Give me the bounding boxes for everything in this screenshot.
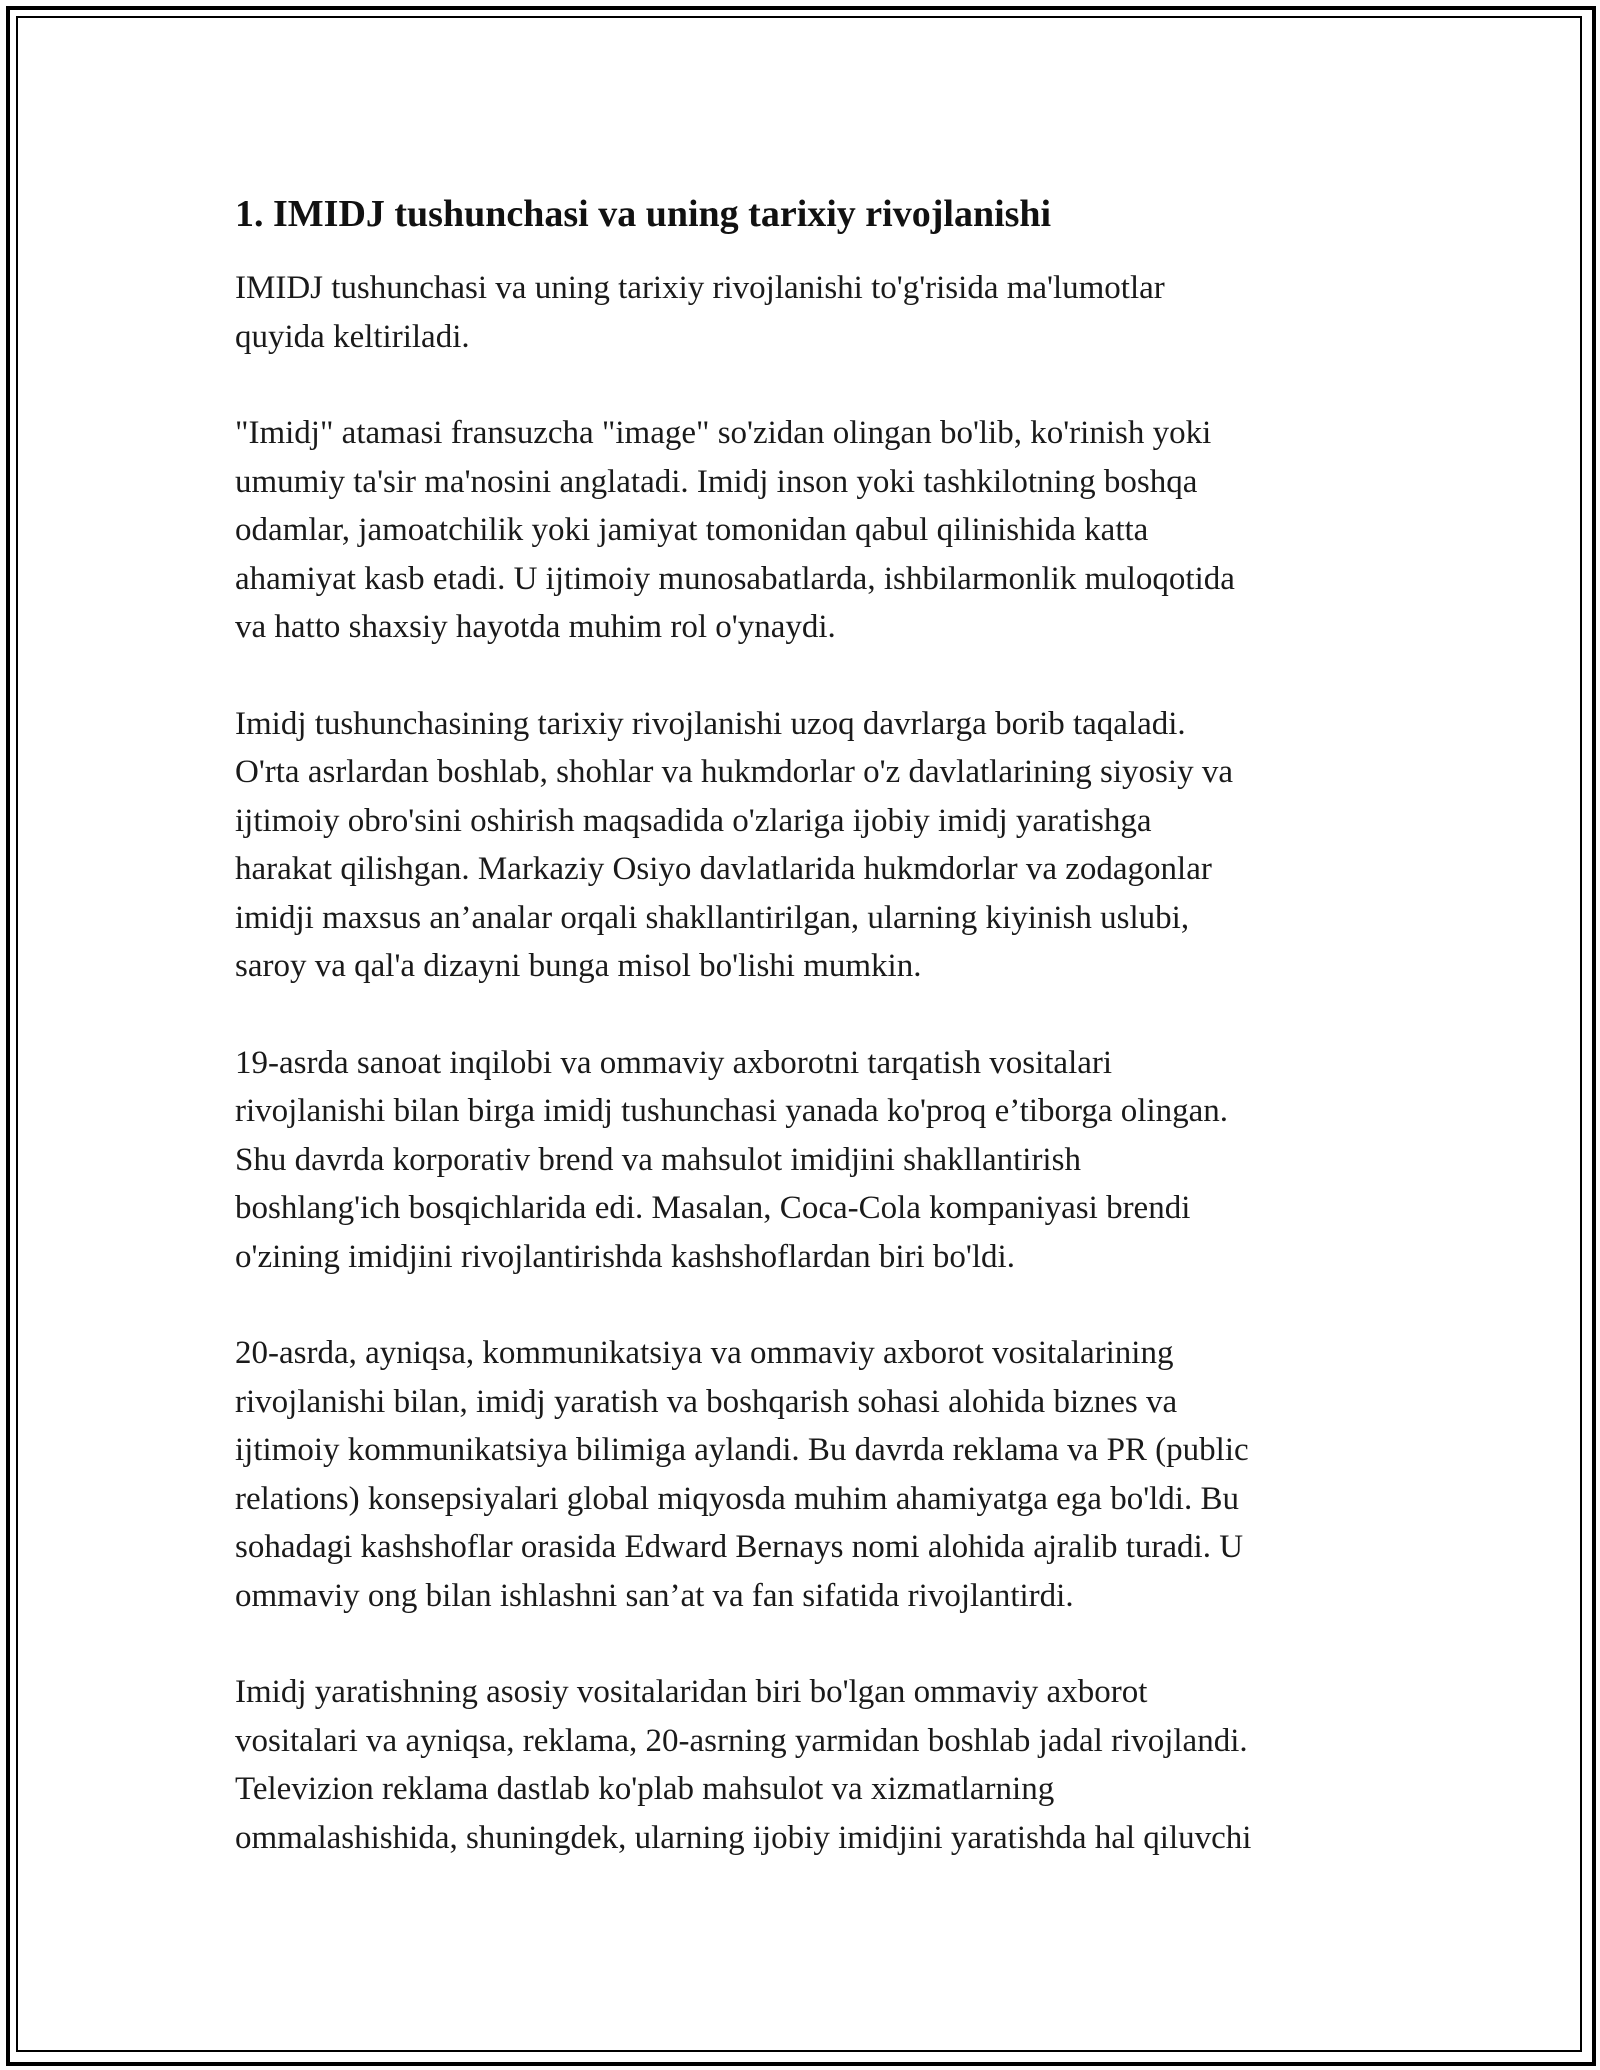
- text-line: imidji maxsus an’analar orqali shakllantirilgan, ularning kiyinish uslubi,: [235, 899, 1190, 936]
- text-line: quyida keltiriladi.: [235, 318, 470, 355]
- paragraph-media: [235, 1668, 1375, 1862]
- text-line: ijtimoiy obro'sini oshirish maqsadida o'zlariga ijobiy imidj yaratishga: [235, 802, 1152, 839]
- text-line: ommalashishida, shuningdek, ularning ijobiy imidjini yaratishda hal qiluvchi: [235, 1819, 1252, 1856]
- text-line: IMIDJ tushunchasi va uning tarixiy rivojlanishi to'g'risida ma'lumotlar: [235, 270, 1165, 306]
- document-body: [235, 186, 1375, 1910]
- text-line: Televizion reklama dastlab ko'plab mahsulot va xizmatlarning: [235, 1771, 1055, 1807]
- text-line: saroy va qal'a dizayni bunga misol bo'lishi mumkin.: [235, 948, 922, 984]
- paragraph-history: [235, 700, 1375, 991]
- text-line: vositalari va ayniqsa, reklama, 20-asrning yarmidan boshlab jadal rivojlandi.: [235, 1722, 1248, 1759]
- text-line: Shu davrda korporativ brend va mahsulot imidjini shakllantirish: [235, 1141, 1081, 1178]
- text-line: sohadagi kashshoflar orasida Edward Bernays nomi alohida ajralib turadi. U: [235, 1529, 1244, 1565]
- text-line: rivojlanishi bilan, imidj yaratish va boshqarish sohasi alohida biznes va: [235, 1383, 1178, 1420]
- text-line: va hatto shaxsiy hayotda muhim rol o'ynaydi.: [235, 609, 836, 645]
- text-line: Imidj yaratishning asosiy vositalaridan biri bo'lgan ommaviy axborot: [235, 1674, 1148, 1710]
- paragraph-intro: [235, 264, 1375, 361]
- text-line: ijtimoiy kommunikatsiya bilimiga aylandi. Bu davrda reklama va PR (public: [235, 1432, 1249, 1468]
- text-line: boshlang'ich bosqichlarida edi. Masalan, Coca-Cola kompaniyasi brendi: [235, 1190, 1191, 1226]
- text-line: odamlar, jamoatchilik yoki jamiyat tomonidan qabul qilinishida katta: [235, 512, 1149, 548]
- text-line: rivojlanishi bilan birga imidj tushunchasi yanada ko'proq e’tiborga olingan.: [235, 1093, 1229, 1129]
- text-line: O'rta asrlardan boshlab, shohlar va hukmdorlar o'z davlatlarining siyosiy va: [235, 754, 1233, 790]
- text-line: ommaviy ong bilan ishlashni san’at va fan sifatida rivojlantirdi.: [235, 1577, 1074, 1614]
- text-line: "Imidj" atamasi fransuzcha "image" so'zidan olingan bo'lib, ko'rinish yoki: [235, 415, 1212, 451]
- paragraph-19th-century: [235, 1039, 1375, 1282]
- text-line: umumiy ta'sir ma'nosini anglatadi. Imidj inson yoki tashkilotning boshqa: [235, 463, 1198, 500]
- section-title: 1. IMIDJ tushunchasi va uning tarixiy rivojlanishi: [235, 193, 1052, 235]
- paragraph-definition: [235, 409, 1375, 652]
- paragraph-20th-century: [235, 1329, 1375, 1620]
- text-line: ahamiyat kasb etadi. U ijtimoiy munosabatlarda, ishbilarmonlik muloqotida: [235, 560, 1235, 597]
- text-line: o'zining imidjini rivojlantirishda kashshoflardan biri bo'ldi.: [235, 1238, 1015, 1275]
- text-line: 19-asrda sanoat inqilobi va ommaviy axborotni tarqatish vositalari: [235, 1044, 1113, 1081]
- text-line: relations) konsepsiyalari global miqyosda muhim ahamiyatga ega bo'ldi. Bu: [235, 1480, 1239, 1517]
- text-line: Imidj tushunchasining tarixiy rivojlanishi uzoq davrlarga borib taqaladi.: [235, 705, 1186, 742]
- text-line: harakat qilishgan. Markaziy Osiyo davlatlarida hukmdorlar va zodagonlar: [235, 851, 1212, 887]
- text-line: 20-asrda, ayniqsa, kommunikatsiya va ommaviy axborot vositalarining: [235, 1335, 1174, 1371]
